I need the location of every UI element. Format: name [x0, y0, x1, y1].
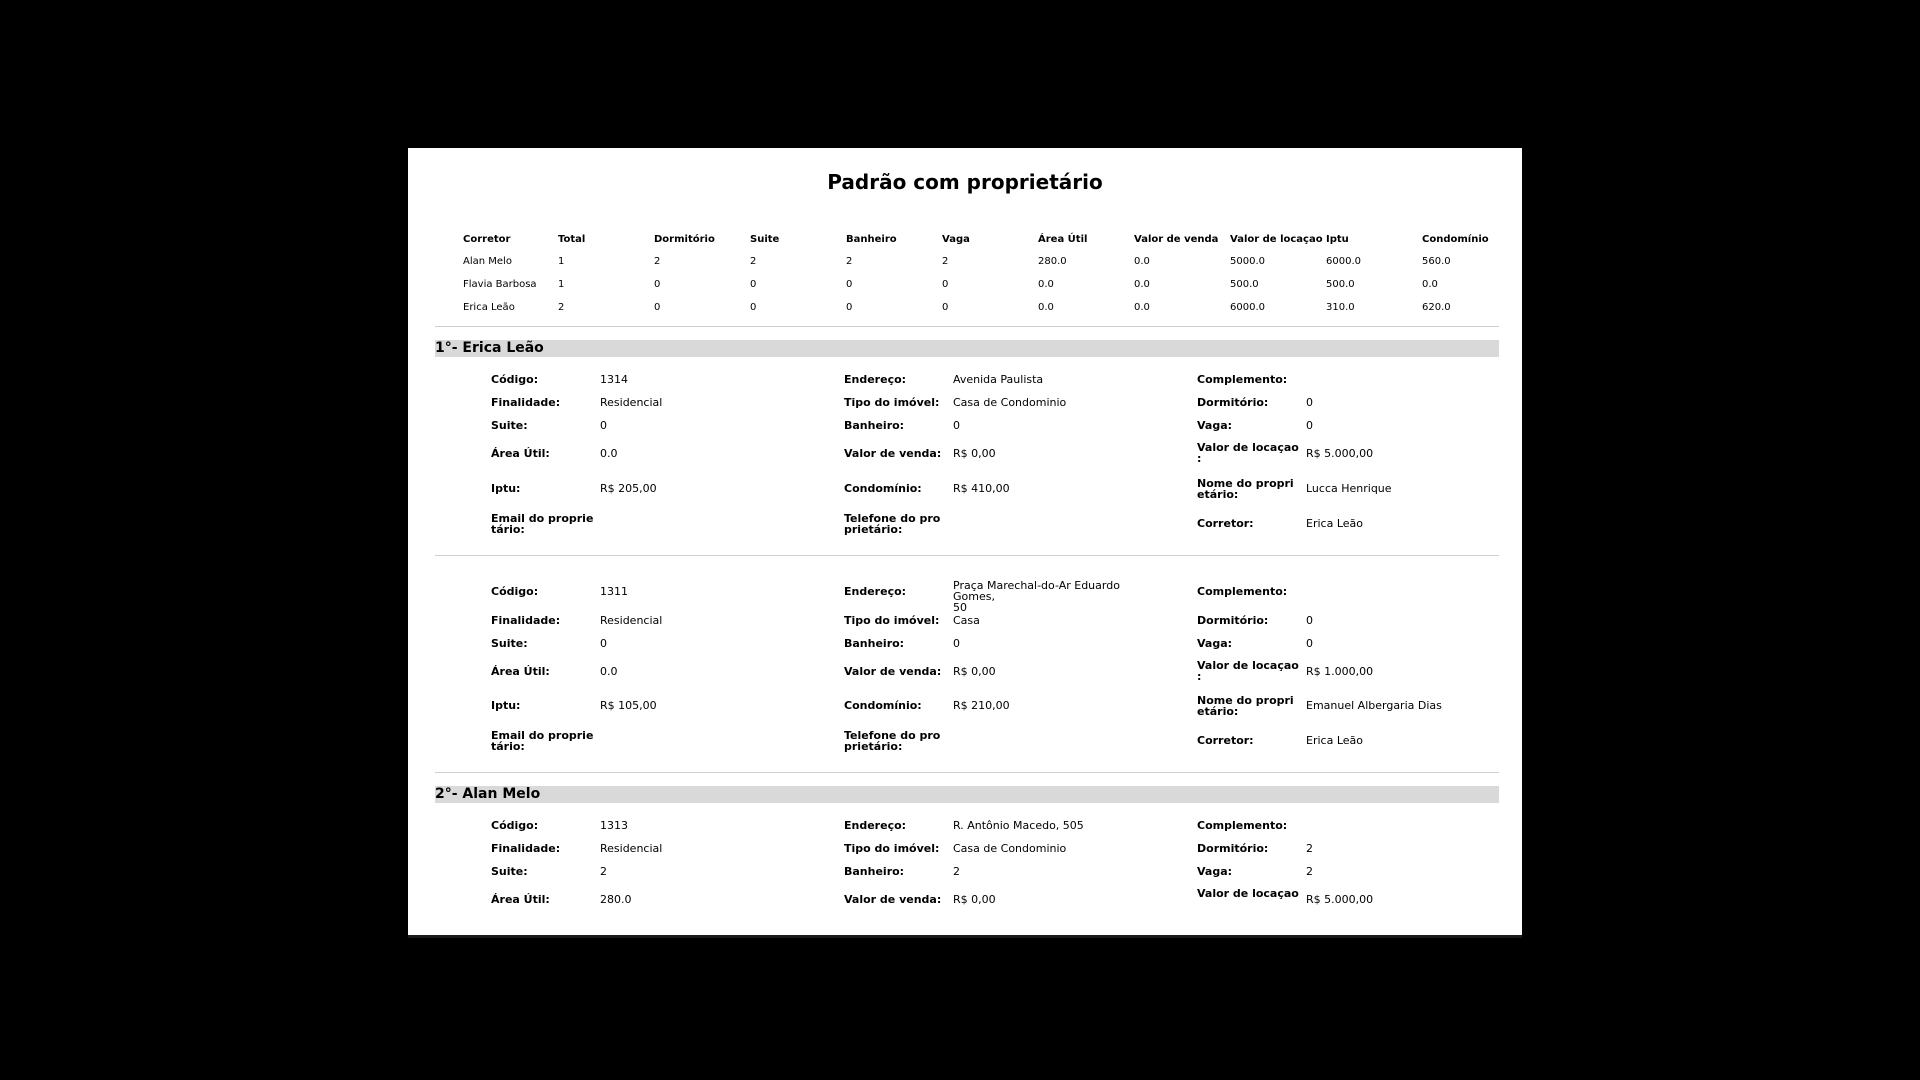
summary-row — [463, 250, 1503, 273]
label-vaga: Vaga: — [1197, 419, 1233, 432]
value-tipo-imovel: Casa — [953, 614, 980, 627]
value-corretor: Erica Leão — [1306, 517, 1363, 530]
summary-cell: 0 — [654, 302, 661, 313]
label-endereco: Endereço: — [844, 819, 907, 832]
summary-cell: 500.0 — [1230, 279, 1259, 290]
summary-cell: Flavia Barbosa — [463, 279, 537, 290]
label-codigo: Código: — [491, 819, 539, 832]
value-banheiro: 2 — [953, 865, 960, 878]
value-dormitorio: 2 — [1306, 842, 1313, 855]
label-endereco: Endereço: — [844, 585, 907, 598]
label-banheiro: Banheiro: — [844, 419, 905, 432]
summary-cell: 500.0 — [1326, 279, 1355, 290]
group-header-alan-melo: 2°- Alan Melo — [435, 786, 1499, 803]
label-tipo-imovel: Tipo do imóvel: — [844, 396, 940, 409]
value-tipo-imovel: Casa de Condominio — [953, 842, 1067, 855]
label-nome-proprietario: Nome do propri etário: — [1197, 694, 1294, 718]
label-complemento: Complemento: — [1197, 585, 1288, 598]
summary-cell: 310.0 — [1326, 302, 1355, 313]
value-vaga: 0 — [1306, 419, 1313, 432]
label-codigo: Código: — [491, 373, 539, 386]
label-email-proprietario: Email do proprie tário: — [491, 512, 594, 536]
value-area-util: 0.0 — [600, 665, 618, 678]
value-codigo: 1311 — [600, 585, 628, 598]
record-divider — [435, 772, 1499, 773]
report-title: Padrão com proprietário — [827, 170, 1103, 194]
value-finalidade: Residencial — [600, 396, 663, 409]
summary-cell: 6000.0 — [1230, 302, 1265, 313]
label-valor-venda: Valor de venda: — [844, 447, 942, 460]
label-vaga: Vaga: — [1197, 865, 1233, 878]
label-tipo-imovel: Tipo do imóvel: — [844, 842, 940, 855]
value-nome-proprietario: Lucca Henrique — [1306, 482, 1392, 495]
label-valor-venda: Valor de venda: — [844, 893, 942, 906]
label-corretor: Corretor: — [1197, 517, 1254, 530]
label-iptu: Iptu: — [491, 699, 521, 712]
summary-cell: 0.0 — [1038, 302, 1054, 313]
summary-cell: Alan Melo — [463, 256, 512, 267]
label-area-util: Área Útil: — [491, 665, 550, 678]
value-valor-venda: R$ 0,00 — [953, 893, 996, 906]
value-tipo-imovel: Casa de Condominio — [953, 396, 1067, 409]
summary-cell: 0 — [942, 279, 949, 290]
summary-row — [463, 296, 1503, 319]
summary-divider — [435, 326, 1499, 327]
value-suite: 0 — [600, 419, 607, 432]
label-suite: Suite: — [491, 865, 528, 878]
value-suite: 0 — [600, 637, 607, 650]
label-dormitorio: Dormitório: — [1197, 842, 1269, 855]
label-banheiro: Banheiro: — [844, 865, 905, 878]
summary-cell: 0.0 — [1134, 302, 1150, 313]
label-complemento: Complemento: — [1197, 819, 1288, 832]
page-bottom-edge — [408, 935, 1522, 938]
summary-header-venda: Valor de venda — [1134, 233, 1219, 245]
value-endereco: R. Antônio Macedo, 505 — [953, 819, 1084, 832]
label-dormitorio: Dormitório: — [1197, 396, 1269, 409]
value-vaga: 2 — [1306, 865, 1313, 878]
value-valor-venda: R$ 0,00 — [953, 447, 996, 460]
label-valor-locacao: Valor de locaçao — [1197, 887, 1299, 900]
value-suite: 2 — [600, 865, 607, 878]
record-divider — [435, 555, 1499, 556]
summary-cell: 0 — [750, 279, 757, 290]
label-nome-proprietario: Nome do propri etário: — [1197, 477, 1294, 501]
value-condominio: R$ 410,00 — [953, 482, 1010, 495]
value-valor-locacao: R$ 5.000,00 — [1306, 447, 1374, 460]
label-condominio: Condomínio: — [844, 482, 922, 495]
summary-header-corretor: Corretor — [463, 233, 511, 245]
label-valor-locacao: Valor de locaçao : — [1197, 441, 1299, 465]
summary-header-banheiro: Banheiro — [846, 233, 897, 245]
summary-cell: 5000.0 — [1230, 256, 1265, 267]
summary-cell: 2 — [750, 256, 757, 267]
value-iptu: R$ 105,00 — [600, 699, 657, 712]
summary-header-iptu: Iptu — [1326, 233, 1349, 245]
label-area-util: Área Útil: — [491, 893, 550, 906]
label-telefone-proprietario: Telefone do pro prietário: — [844, 729, 941, 753]
summary-cell: 0.0 — [1134, 279, 1150, 290]
summary-header-area: Área Útil — [1038, 233, 1088, 245]
summary-cell: 0 — [942, 302, 949, 313]
summary-cell: 280.0 — [1038, 256, 1067, 267]
value-endereco: Avenida Paulista — [953, 373, 1044, 386]
value-valor-locacao: R$ 5.000,00 — [1306, 893, 1374, 906]
summary-cell: 0 — [654, 279, 661, 290]
summary-cell: 620.0 — [1422, 302, 1451, 313]
summary-cell: 0 — [846, 302, 853, 313]
summary-cell: 0.0 — [1422, 279, 1438, 290]
value-dormitorio: 0 — [1306, 614, 1313, 627]
value-vaga: 0 — [1306, 637, 1313, 650]
value-condominio: R$ 210,00 — [953, 699, 1010, 712]
label-complemento: Complemento: — [1197, 373, 1288, 386]
summary-cell: Erica Leão — [463, 302, 515, 313]
value-banheiro: 0 — [953, 419, 960, 432]
label-finalidade: Finalidade: — [491, 396, 561, 409]
summary-cell: 0.0 — [1038, 279, 1054, 290]
summary-cell: 6000.0 — [1326, 256, 1361, 267]
value-finalidade: Residencial — [600, 614, 663, 627]
value-corretor: Erica Leão — [1306, 734, 1363, 747]
label-area-util: Área Útil: — [491, 447, 550, 460]
value-finalidade: Residencial — [600, 842, 663, 855]
summary-header-total: Total — [558, 233, 586, 245]
label-telefone-proprietario: Telefone do pro prietário: — [844, 512, 941, 536]
summary-cell: 2 — [654, 256, 661, 267]
summary-cell: 2 — [846, 256, 853, 267]
value-codigo: 1313 — [600, 819, 628, 832]
label-dormitorio: Dormitório: — [1197, 614, 1269, 627]
summary-cell: 0 — [750, 302, 757, 313]
value-area-util: 280.0 — [600, 893, 632, 906]
value-banheiro: 0 — [953, 637, 960, 650]
value-dormitorio: 0 — [1306, 396, 1313, 409]
value-nome-proprietario: Emanuel Albergaria Dias — [1306, 699, 1442, 712]
summary-cell: 1 — [558, 256, 565, 267]
summary-header-dormitorio: Dormitório — [654, 233, 715, 245]
summary-header-vaga: Vaga — [942, 233, 970, 245]
value-area-util: 0.0 — [600, 447, 618, 460]
label-valor-locacao: Valor de locaçao : — [1197, 659, 1299, 683]
label-suite: Suite: — [491, 419, 528, 432]
report-page — [408, 148, 1522, 938]
label-banheiro: Banheiro: — [844, 637, 905, 650]
label-corretor: Corretor: — [1197, 734, 1254, 747]
summary-cell: 1 — [558, 279, 565, 290]
label-finalidade: Finalidade: — [491, 842, 561, 855]
label-finalidade: Finalidade: — [491, 614, 561, 627]
summary-header-row — [463, 228, 1503, 250]
label-suite: Suite: — [491, 637, 528, 650]
group-header-erica-leao: 1°- Erica Leão — [435, 340, 1499, 357]
value-codigo: 1314 — [600, 373, 628, 386]
value-valor-venda: R$ 0,00 — [953, 665, 996, 678]
summary-header-condominio: Condomínio — [1422, 233, 1489, 245]
summary-row — [463, 273, 1503, 296]
label-vaga: Vaga: — [1197, 637, 1233, 650]
label-condominio: Condomínio: — [844, 699, 922, 712]
label-endereco: Endereço: — [844, 373, 907, 386]
label-codigo: Código: — [491, 585, 539, 598]
label-iptu: Iptu: — [491, 482, 521, 495]
summary-header-suite: Suite — [750, 233, 780, 245]
label-valor-venda: Valor de venda: — [844, 665, 942, 678]
label-email-proprietario: Email do proprie tário: — [491, 729, 594, 753]
summary-cell: 0 — [846, 279, 853, 290]
summary-cell: 2 — [558, 302, 565, 313]
value-endereco: Praça Marechal-do-Ar Eduardo Gomes, 50 — [953, 579, 1120, 614]
summary-cell: 0.0 — [1134, 256, 1150, 267]
summary-cell: 560.0 — [1422, 256, 1451, 267]
label-tipo-imovel: Tipo do imóvel: — [844, 614, 940, 627]
summary-table — [463, 228, 1503, 319]
summary-cell: 2 — [942, 256, 949, 267]
summary-header-locacao: Valor de locaçao — [1230, 233, 1323, 245]
value-valor-locacao: R$ 1.000,00 — [1306, 665, 1374, 678]
value-iptu: R$ 205,00 — [600, 482, 657, 495]
